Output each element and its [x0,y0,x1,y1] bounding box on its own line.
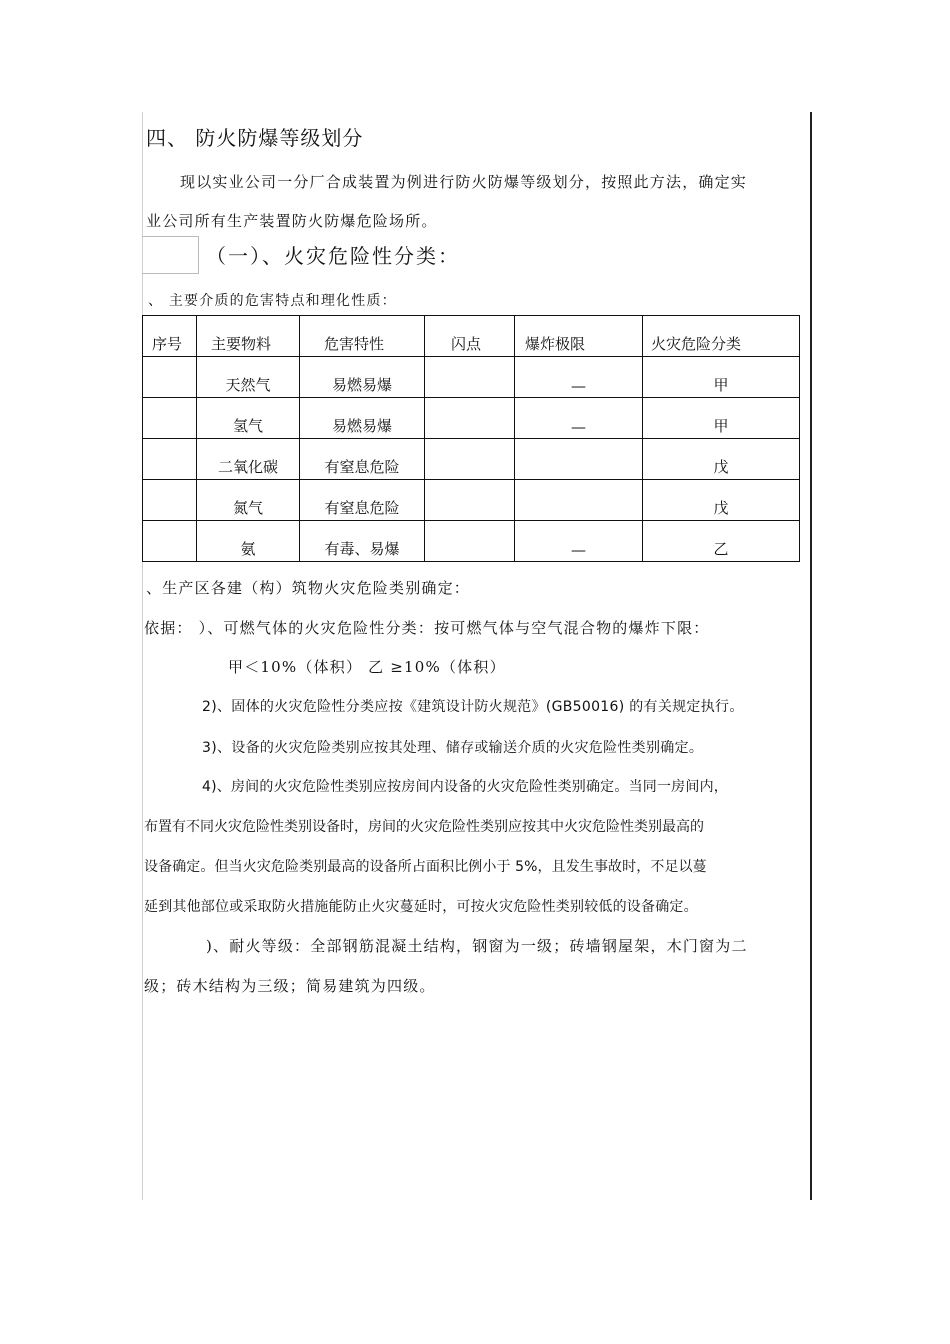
table-caption: 、 主要介质的危害特点和理化性质： [148,293,397,309]
cell-limit: — [515,357,643,398]
table-row [143,398,800,439]
rule-3: 3)、设备的火灾危险类别应按其处理、储存或输送介质的火灾危险性类别确定。 [202,740,704,756]
header-material: 主要物料 [197,316,300,357]
cell-flash [425,398,515,439]
table-header-row [143,316,800,357]
cell-limit [515,439,643,480]
subheading: （一）、火灾危险性分类： [206,244,460,268]
cell-flash [425,439,515,480]
table-row [143,439,800,480]
cell-class: 戊 [643,480,800,521]
header-limit: 爆炸极限 [515,316,643,357]
cell-class: 乙 [643,521,800,562]
rule-4-line-3: 设备确定。但当火灾危险类别最高的设备所占面积比例小于 5%，且发生事故时，不足以蔓 [144,859,707,875]
cell-material: 二氧化碳 [197,439,300,480]
cell-no [143,480,197,521]
cell-limit: — [515,398,643,439]
cell-class: 戊 [643,439,800,480]
cell-material: 天然气 [197,357,300,398]
rule-4-line-1: 4)、房间的火灾危险性类别应按房间内设备的火灾危险性类别确定。当同一房间内， [202,779,728,795]
cell-class: 甲 [643,357,800,398]
cell-no [143,398,197,439]
rule-4-line-2: 布置有不同火灾危险性类别设备时，房间的火灾危险性类别应按其中火灾危险性类别最高的 [144,819,704,835]
page-border-left [142,112,143,1200]
cell-hazard: 有窒息危险 [300,439,425,480]
table-row [143,357,800,398]
cell-material: 氢气 [197,398,300,439]
rule-2: 2)、固体的火灾危险性分类应按《建筑设计防火规范》(GB50016) 的有关规定执行。 [202,699,744,715]
cell-no [143,521,197,562]
header-class: 火灾危险分类 [643,316,800,357]
cell-hazard: 易燃易爆 [300,398,425,439]
cell-hazard: 有毒、易爆 [300,521,425,562]
cell-limit [515,480,643,521]
cell-flash [425,357,515,398]
cell-class: 甲 [643,398,800,439]
section-heading: 四、 防火防爆等级划分 [146,126,364,150]
cell-limit: — [515,521,643,562]
fire-rating-line-1: )、耐火等级：全部钢筋混凝土结构，钢窗为一级；砖墙钢屋架，木门窗为二 [206,937,748,955]
table-row [143,521,800,562]
heading-box [142,236,199,274]
header-no: 序号 [143,316,197,357]
header-flash: 闪点 [425,316,515,357]
rule-4-line-4: 延到其他部位或采取防火措施能防止火灾蔓延时，可按火灾危险性类别较低的设备确定。 [144,899,698,915]
cell-material: 氮气 [197,480,300,521]
fire-rating-line-2: 级；砖木结构为三级；简易建筑为四级。 [144,977,436,995]
intro-line-1: 现以实业公司一分厂合成装置为例进行防火防爆等级划分，按照此方法，确定实 [180,173,748,191]
cell-no [143,439,197,480]
hazard-table [142,315,800,562]
cell-no [143,357,197,398]
basis-line: 依据： ）、可燃气体的火灾危险性分类：按可燃气体与空气混合物的爆炸下限： [144,619,710,637]
limits-line: 甲＜10%（体积） 乙 ≥10%（体积） [228,658,506,676]
intro-line-2: 业公司所有生产装置防火防爆危险场所。 [146,212,438,230]
section2-title: 、生产区各建（构）筑物火灾危险类别确定： [146,579,471,597]
cell-flash [425,521,515,562]
table-row [143,480,800,521]
cell-hazard: 有窒息危险 [300,480,425,521]
header-hazard: 危害特性 [300,316,425,357]
cell-hazard: 易燃易爆 [300,357,425,398]
page-border-right [810,112,812,1200]
cell-material: 氨 [197,521,300,562]
cell-flash [425,480,515,521]
